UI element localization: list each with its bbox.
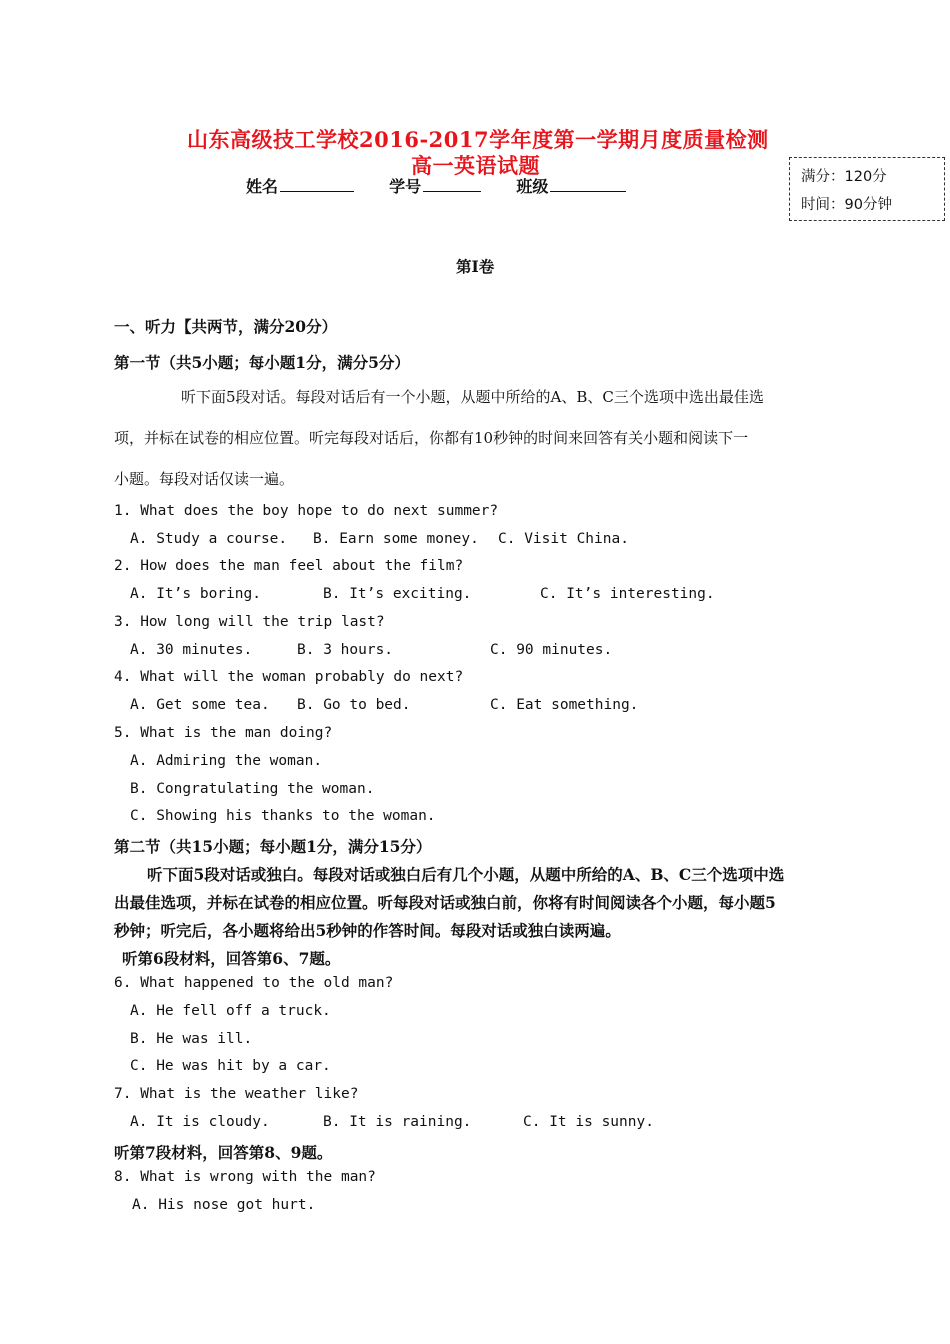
exam-subtitle: 高一英语试题 <box>411 153 540 178</box>
option-b: B. He was ill. <box>130 1031 253 1047</box>
section2-instruction-line: 出最佳选项，并标在试卷的相应位置。听每段对话或独白前，你将有时间阅读各个小题，每小题5 <box>114 893 776 912</box>
option-c: C. 90 minutes. <box>490 642 613 658</box>
option-a: A. Study a course. <box>130 531 288 547</box>
option-c: C. Eat something. <box>490 697 639 713</box>
question-stem: 2. How does the man feel about the film? <box>114 558 464 574</box>
option-b: B. Congratulating the woman. <box>130 781 375 797</box>
class-blank[interactable] <box>550 175 626 192</box>
question-stem: 8. What is wrong with the man? <box>114 1169 376 1185</box>
option-b: B. Go to bed. <box>297 697 411 713</box>
section1-instruction-line: 小题。每段对话仅读一遍。 <box>114 470 295 488</box>
option-c: C. He was hit by a car. <box>130 1058 331 1074</box>
option-b: B. Earn some money. <box>313 531 479 547</box>
section2-instruction-line: 秒钟；听完后，各小题将给出5秒钟的作答时间。每段对话或独白读两遍。 <box>114 921 621 940</box>
section2-instruction-line: 听下面5段对话或独白。每段对话或独白后有几个小题，从题中所给的A、B、C三个选项中选 <box>147 865 785 884</box>
option-a: A. It’s boring. <box>130 586 261 602</box>
exam-title: 山东高级技工学校2016-2017学年度第一学期月度质量检测 <box>187 127 769 152</box>
option-a: A. 30 minutes. <box>130 642 253 658</box>
id-label: 学号 <box>389 177 422 196</box>
id-blank[interactable] <box>423 175 481 192</box>
exam-time: 时间：90分钟 <box>801 197 892 213</box>
section1-instruction-line: 项，并标在试卷的相应位置。听完每段对话后，你都有10秒钟的时间来回答有关小题和阅读下一 <box>114 429 749 447</box>
option-a: A. It is cloudy. <box>130 1114 270 1130</box>
option-a: A. Admiring the woman. <box>130 753 323 769</box>
question-stem: 7. What is the weather like? <box>114 1086 359 1102</box>
name-blank[interactable] <box>280 175 354 192</box>
option-a: A. He fell off a truck. <box>130 1003 331 1019</box>
option-c: C. Visit China. <box>498 531 629 547</box>
option-a: A. Get some tea. <box>130 697 270 713</box>
material-6-heading: 听第6段材料，回答第6、7题。 <box>122 949 341 968</box>
name-label: 姓名 <box>246 177 279 196</box>
material-7-heading: 听第7段材料，回答第8、9题。 <box>114 1143 333 1162</box>
section1-heading: 第一节（共5小题；每小题1分，满分5分） <box>114 353 410 372</box>
option-c: C. It’s interesting. <box>540 586 715 602</box>
section2-heading: 第二节（共15小题；每小题1分，满分15分） <box>114 837 432 856</box>
full-score: 满分：120分 <box>801 169 887 185</box>
option-c: C. It is sunny. <box>523 1114 654 1130</box>
option-b: B. It is raining. <box>323 1114 472 1130</box>
question-stem: 5. What is the man doing? <box>114 725 333 741</box>
section1-instruction-line: 听下面5段对话。每段对话后有一个小题，从题中所给的A、B、C三个选项中选出最佳选 <box>181 388 764 406</box>
question-stem: 1. What does the boy hope to do next summer? <box>114 503 499 519</box>
question-stem: 4. What will the woman probably do next? <box>114 669 464 685</box>
class-label: 班级 <box>516 177 549 196</box>
question-stem: 6. What happened to the old man? <box>114 975 394 991</box>
score-box <box>789 157 945 221</box>
option-b: B. 3 hours. <box>297 642 394 658</box>
part1-heading: 一、听力【共两节，满分20分） <box>114 317 338 336</box>
option-b: B. It’s exciting. <box>323 586 472 602</box>
volume-title: 第I卷 <box>456 257 495 276</box>
student-info-line <box>246 174 626 197</box>
question-stem: 3. How long will the trip last? <box>114 614 385 630</box>
option-a: A. His nose got hurt. <box>132 1197 316 1213</box>
option-c: C. Showing his thanks to the woman. <box>130 808 436 824</box>
